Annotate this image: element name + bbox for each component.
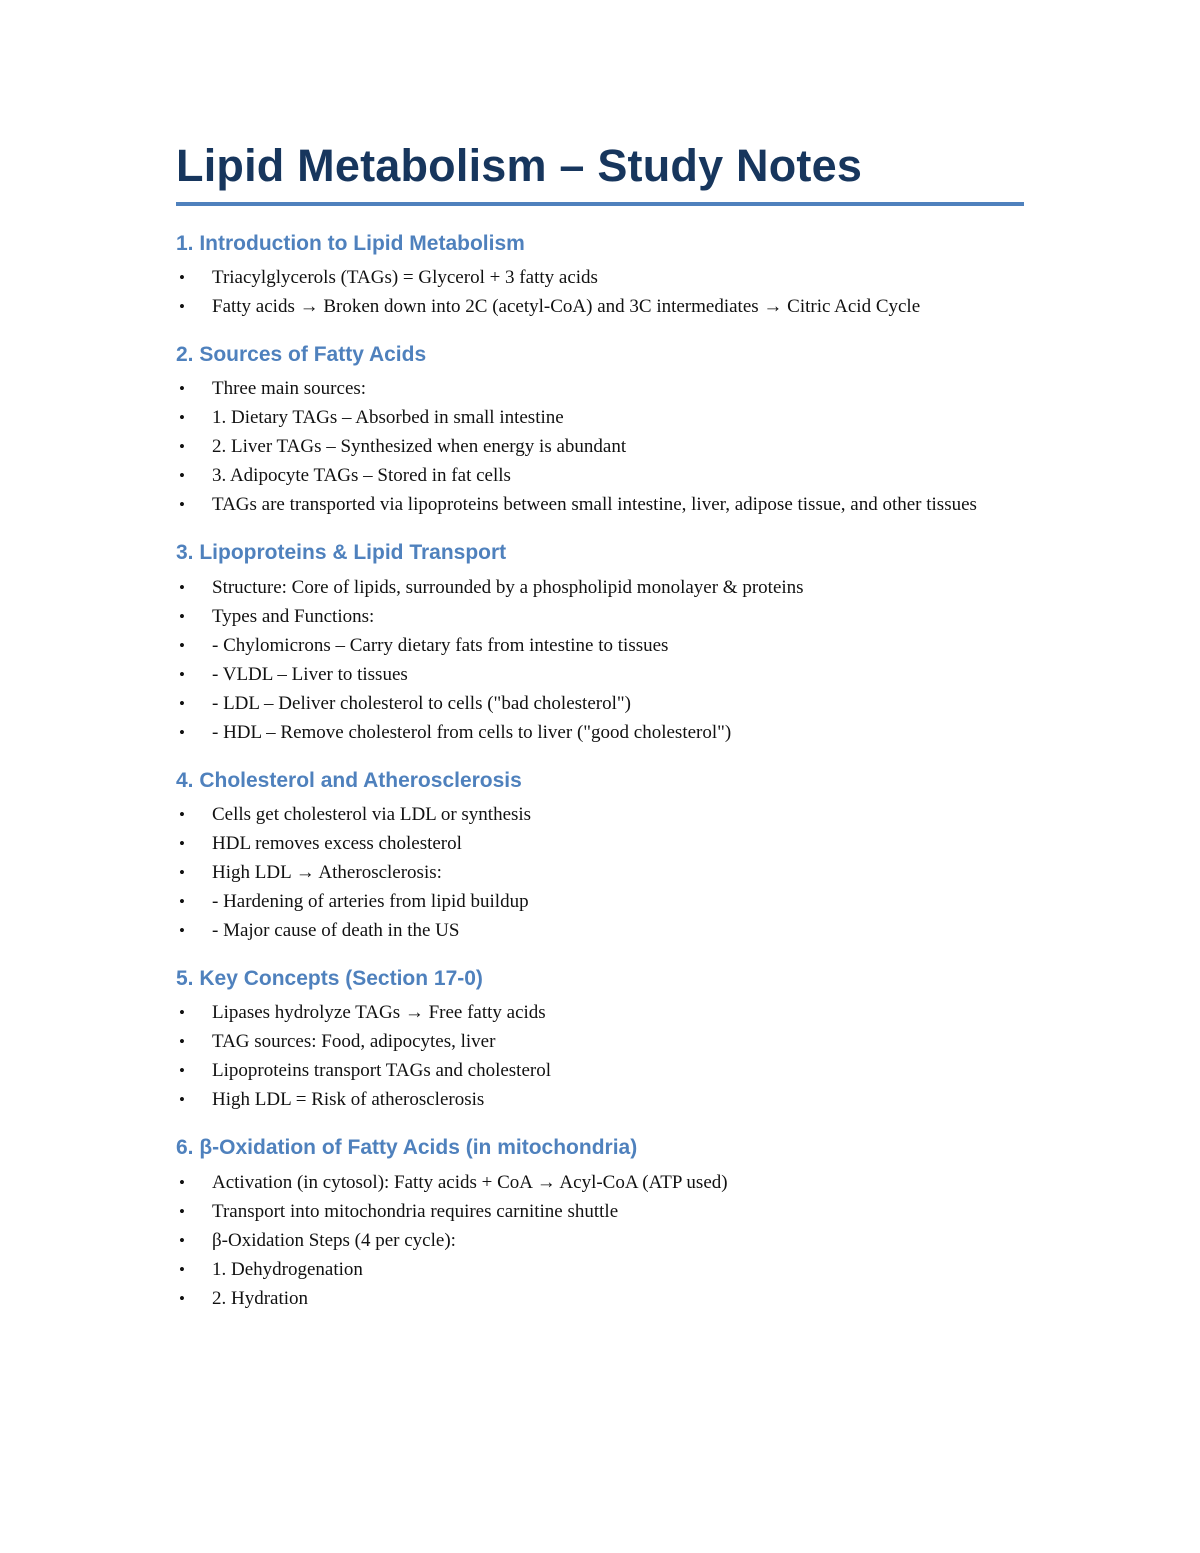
list-item bbox=[176, 461, 1024, 490]
list-item bbox=[176, 660, 1024, 689]
list-item-text: Fatty acids → Broken down into 2C (acetyl-CoA) and 3C intermediates → Citric Acid Cycle bbox=[212, 296, 921, 318]
list-item-text: Activation (in cytosol): Fatty acids + CoA → Acyl-CoA (ATP used) bbox=[212, 1171, 728, 1193]
list-item-text: β-Oxidation Steps (4 per cycle): bbox=[212, 1229, 456, 1251]
list-item-text: - Major cause of death in the US bbox=[212, 919, 460, 941]
list-item-text: Types and Functions: bbox=[212, 605, 375, 627]
bullet-icon: • bbox=[179, 437, 185, 457]
list-item-text: Transport into mitochondria requires carnitine shuttle bbox=[212, 1200, 619, 1222]
section-heading: 4. Cholesterol and Atherosclerosis bbox=[176, 768, 522, 792]
bullet-icon: • bbox=[179, 495, 185, 515]
bullet-icon: • bbox=[179, 1032, 185, 1052]
list-item-text: Lipases hydrolyze TAGs → Free fatty acids bbox=[212, 1002, 546, 1024]
list-item-text: - LDL – Deliver cholesterol to cells ("bad cholesterol") bbox=[212, 692, 631, 714]
list-item bbox=[176, 1168, 1024, 1197]
bullet-icon: • bbox=[179, 891, 185, 911]
list-item bbox=[176, 1197, 1024, 1226]
list-item-text: 3. Adipocyte TAGs – Stored in fat cells bbox=[212, 465, 511, 487]
document-page bbox=[176, 140, 1024, 1313]
bullet-icon: • bbox=[179, 1288, 185, 1308]
document-title: Lipid Metabolism – Study Notes bbox=[176, 140, 863, 191]
bullet-icon: • bbox=[179, 1090, 185, 1110]
list-item bbox=[176, 718, 1024, 747]
bullet-icon: • bbox=[179, 1259, 185, 1279]
list-item-text: - Hardening of arteries from lipid buildup bbox=[212, 890, 529, 912]
section-1 bbox=[176, 230, 1024, 321]
sections-container bbox=[176, 230, 1024, 1313]
bullet-icon: • bbox=[179, 606, 185, 626]
bullet-icon: • bbox=[179, 635, 185, 655]
list-item-text: Triacylglycerols (TAGs) = Glycerol + 3 fatty acids bbox=[212, 267, 598, 289]
list-item-text: TAG sources: Food, adipocytes, liver bbox=[212, 1031, 496, 1053]
list-item-text: - VLDL – Liver to tissues bbox=[212, 663, 408, 685]
list-item bbox=[176, 829, 1024, 858]
bullet-icon: • bbox=[179, 297, 185, 317]
bullet-icon: • bbox=[179, 722, 185, 742]
bullet-icon: • bbox=[179, 804, 185, 824]
list-item bbox=[176, 998, 1024, 1027]
list-item bbox=[176, 1056, 1024, 1085]
list-item-text: 2. Liver TAGs – Synthesized when energy is abundant bbox=[212, 436, 627, 458]
section-heading: 2. Sources of Fatty Acids bbox=[176, 343, 427, 367]
bullet-list bbox=[176, 800, 1024, 945]
list-item bbox=[176, 631, 1024, 660]
section-5 bbox=[176, 965, 1024, 1114]
list-item-text: Structure: Core of lipids, surrounded by a phospholipid monolayer & proteins bbox=[212, 576, 804, 598]
list-item-text: HDL removes excess cholesterol bbox=[212, 832, 462, 854]
bullet-icon: • bbox=[179, 1061, 185, 1081]
list-item-text: Cells get cholesterol via LDL or synthesis bbox=[212, 803, 532, 825]
section-4 bbox=[176, 767, 1024, 945]
list-item bbox=[176, 403, 1024, 432]
list-item-text: TAGs are transported via lipoproteins between small intestine, liver, adipose tissue, and other tissues bbox=[212, 494, 977, 516]
list-item bbox=[176, 887, 1024, 916]
bullet-icon: • bbox=[179, 408, 185, 428]
list-item-text: High LDL → Atherosclerosis: bbox=[212, 861, 442, 883]
list-item bbox=[176, 263, 1024, 292]
bullet-list bbox=[176, 374, 1024, 519]
list-item bbox=[176, 689, 1024, 718]
list-item bbox=[176, 573, 1024, 602]
list-item bbox=[176, 1085, 1024, 1114]
section-6 bbox=[176, 1134, 1024, 1312]
list-item-text: - HDL – Remove cholesterol from cells to liver ("good cholesterol") bbox=[212, 721, 732, 743]
bullet-icon: • bbox=[179, 1003, 185, 1023]
section-heading: 1. Introduction to Lipid Metabolism bbox=[176, 231, 525, 255]
bullet-icon: • bbox=[179, 664, 185, 684]
list-item bbox=[176, 916, 1024, 945]
bullet-icon: • bbox=[179, 862, 185, 882]
list-item bbox=[176, 374, 1024, 403]
bullet-list bbox=[176, 263, 1024, 321]
list-item bbox=[176, 292, 1024, 321]
bullet-icon: • bbox=[179, 379, 185, 399]
list-item-text: Three main sources: bbox=[212, 378, 367, 400]
list-item-text: - Chylomicrons – Carry dietary fats from intestine to tissues bbox=[212, 634, 669, 656]
list-item bbox=[176, 858, 1024, 887]
bullet-icon: • bbox=[179, 1201, 185, 1221]
bullet-icon: • bbox=[179, 268, 185, 288]
bullet-icon: • bbox=[179, 1172, 185, 1192]
bullet-list bbox=[176, 1168, 1024, 1313]
bullet-list bbox=[176, 573, 1024, 747]
section-heading: 6. β-Oxidation of Fatty Acids (in mitochondria) bbox=[176, 1136, 638, 1160]
list-item bbox=[176, 490, 1024, 519]
list-item bbox=[176, 1255, 1024, 1284]
list-item bbox=[176, 1226, 1024, 1255]
bullet-icon: • bbox=[179, 466, 185, 486]
bullet-icon: • bbox=[179, 577, 185, 597]
list-item-text: High LDL = Risk of atherosclerosis bbox=[212, 1089, 485, 1111]
list-item-text: 1. Dehydrogenation bbox=[212, 1258, 363, 1280]
bullet-icon: • bbox=[179, 920, 185, 940]
bullet-list bbox=[176, 998, 1024, 1114]
list-item bbox=[176, 1284, 1024, 1313]
list-item-text: Lipoproteins transport TAGs and cholesterol bbox=[212, 1060, 552, 1082]
section-heading: 3. Lipoproteins & Lipid Transport bbox=[176, 541, 507, 565]
bullet-icon: • bbox=[179, 693, 185, 713]
title-underline bbox=[176, 202, 1024, 206]
list-item-text: 2. Hydration bbox=[212, 1287, 309, 1309]
list-item bbox=[176, 432, 1024, 461]
section-heading: 5. Key Concepts (Section 17-0) bbox=[176, 966, 483, 990]
list-item bbox=[176, 602, 1024, 631]
bullet-icon: • bbox=[179, 833, 185, 853]
list-item bbox=[176, 800, 1024, 829]
section-3 bbox=[176, 539, 1024, 746]
list-item-text: 1. Dietary TAGs – Absorbed in small intestine bbox=[212, 407, 564, 429]
section-2 bbox=[176, 341, 1024, 519]
list-item bbox=[176, 1027, 1024, 1056]
bullet-icon: • bbox=[179, 1230, 185, 1250]
